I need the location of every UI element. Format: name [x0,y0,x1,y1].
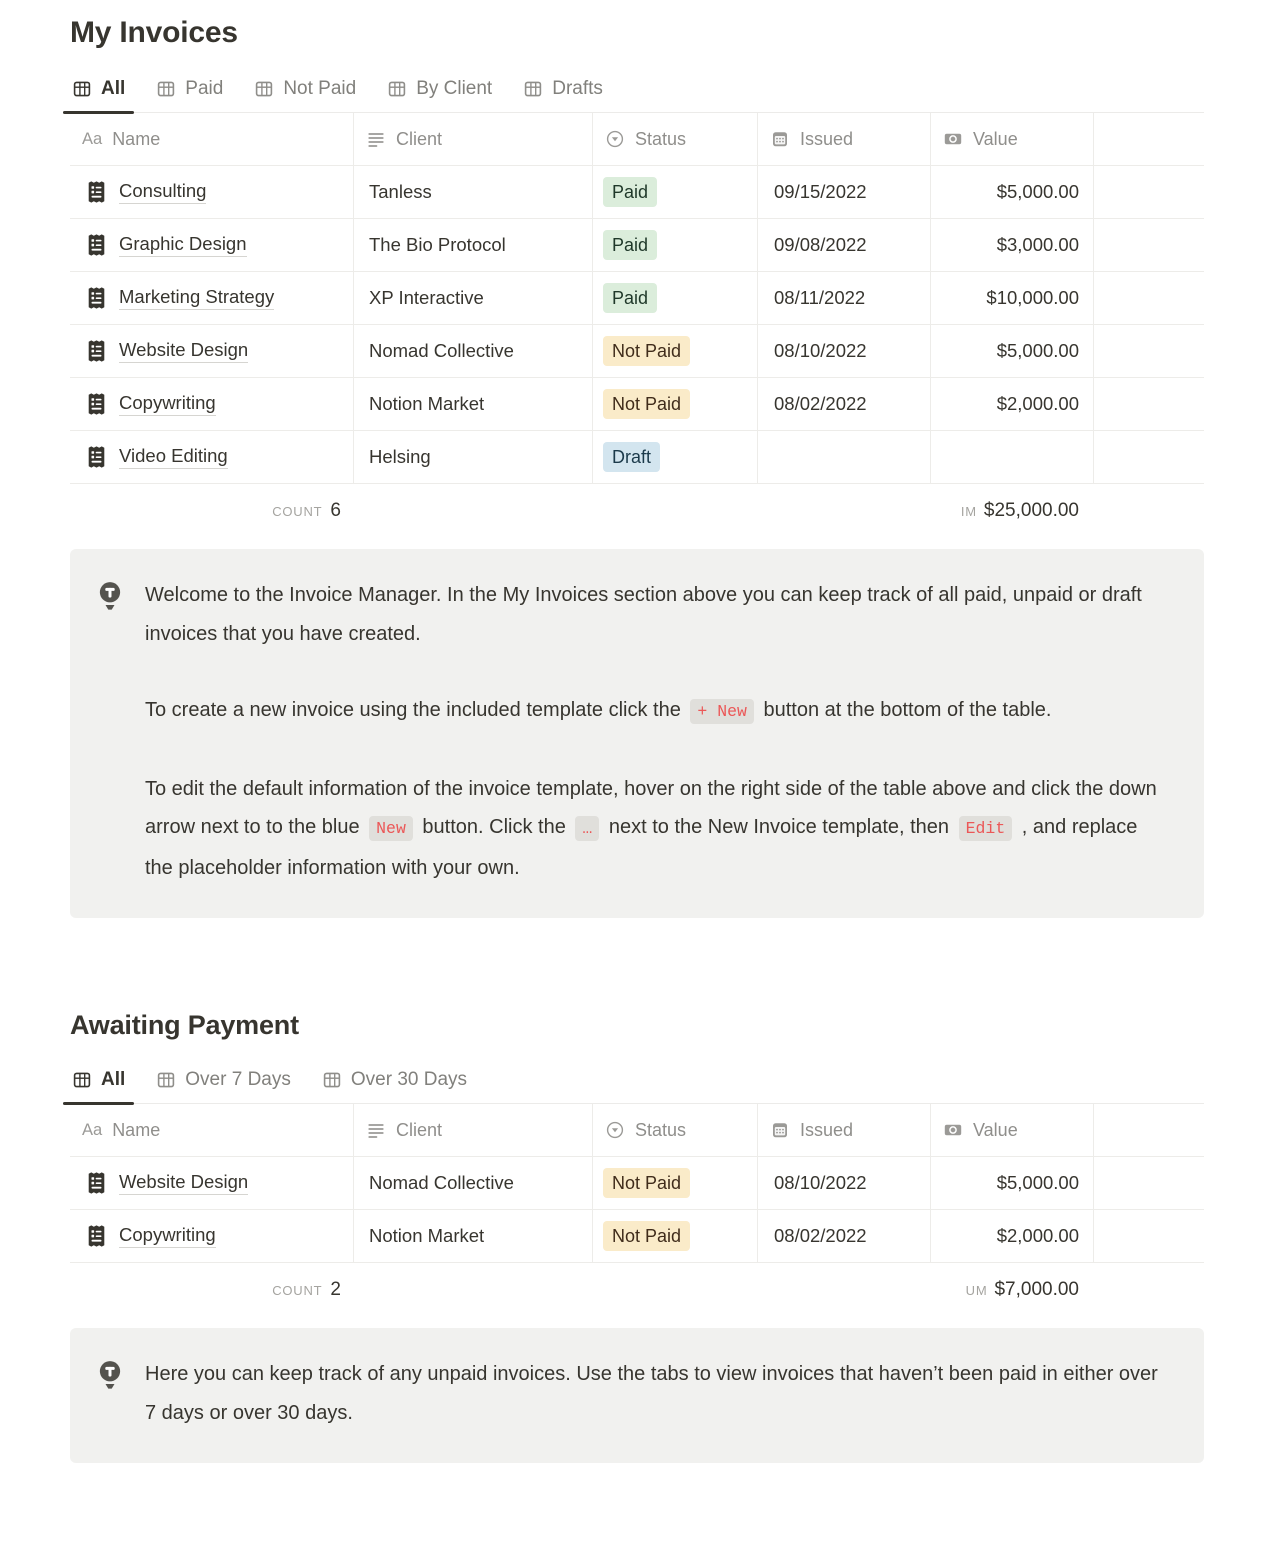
column-header-value[interactable] [930,113,1093,165]
column-label: Value [973,128,1018,149]
table-view-icon [387,79,407,99]
tab-by-client[interactable] [378,74,501,112]
count-summary[interactable] [70,500,353,522]
sum-label-partial: IM [960,503,977,519]
invoice-page-link[interactable]: Copywriting [119,1224,216,1248]
client-cell[interactable]: Notion Market [353,378,592,430]
lines-icon [366,129,386,149]
column-label: Name [112,1119,161,1140]
table-view-icon [72,79,92,99]
column-label: Status [635,1119,687,1140]
name-cell[interactable] [70,325,353,377]
empty-header-cell [1093,113,1204,165]
client-cell[interactable]: Helsing [353,431,592,483]
table-row [70,1210,1204,1263]
tab-label: Not Paid [283,78,357,99]
column-label: Client [396,1119,443,1140]
column-label: Value [973,1119,1018,1140]
column-header-client[interactable] [353,113,592,165]
status-cell[interactable] [592,325,757,377]
sum-summary[interactable] [930,1279,1093,1301]
name-cell[interactable] [70,1157,353,1209]
inline-code: + New [690,699,754,724]
column-label: Name [112,128,161,149]
status-badge: Not Paid [603,389,690,419]
table-row [70,272,1204,325]
issued-cell[interactable]: 08/11/2022 [757,272,930,324]
issued-cell[interactable]: 08/10/2022 [757,325,930,377]
value-cell[interactable]: $2,000.00 [930,1210,1093,1262]
section-title-my-invoices: My Invoices [70,16,238,49]
receipt-icon [87,181,106,203]
table-row [70,431,1204,484]
invoice-page-link[interactable]: Video Editing [119,445,228,469]
awaiting-payment-table [70,1104,1204,1316]
receipt-icon [87,340,106,362]
name-cell[interactable] [70,219,353,271]
callout-text [145,576,1166,887]
banknote-icon [943,129,963,149]
callout-paragraph: Here you can keep track of any unpaid invoices. Use the tabs to view invoices that haven’t been paid in either over 7 days or over 30 days. [145,1363,1158,1424]
table-view-icon [254,79,274,99]
client-cell[interactable]: Notion Market [353,1210,592,1262]
count-summary[interactable] [70,1279,353,1301]
receipt-icon [87,1172,106,1194]
tab-drafts[interactable] [514,74,612,112]
client-cell[interactable]: XP Interactive [353,272,592,324]
column-header-status[interactable] [592,1104,757,1156]
calendar-icon [770,129,790,149]
table-view-icon [156,1070,176,1090]
invoice-page-link[interactable]: Website Design [119,339,248,363]
view-tabs-my-invoices [70,74,1204,113]
select-icon [605,1120,625,1140]
sum-value: $7,000.00 [994,1278,1079,1300]
invoice-page-link[interactable]: Graphic Design [119,233,247,257]
section-title-awaiting-payment: Awaiting Payment [70,1010,299,1040]
column-header-status[interactable] [592,113,757,165]
issued-cell[interactable]: 09/08/2022 [757,219,930,271]
status-badge: Paid [603,177,657,207]
tab-label: Over 30 Days [350,1069,468,1090]
tab-label: Over 7 Days [185,1069,291,1090]
value-cell[interactable]: $5,000.00 [930,166,1093,218]
name-cell[interactable] [70,166,353,218]
table-footer [70,1263,1204,1316]
column-header-name[interactable] [70,1104,353,1156]
invoice-page-link[interactable]: Marketing Strategy [119,286,274,310]
issued-cell[interactable]: 09/15/2022 [757,166,930,218]
status-cell[interactable] [592,166,757,218]
empty-cell [1093,325,1204,377]
status-cell[interactable] [592,1157,757,1209]
status-badge: Paid [603,283,657,313]
column-label: Status [635,128,687,149]
tab-label: All [101,1069,126,1090]
invoice-page-link[interactable]: Website Design [119,1171,248,1195]
column-header-value[interactable] [930,1104,1093,1156]
inline-code: New [369,816,413,841]
tab-not-paid[interactable] [245,74,365,112]
status-cell[interactable] [592,431,757,483]
column-label: Client [396,128,443,149]
tab-all[interactable] [63,74,134,112]
table-row [70,325,1204,378]
client-cell[interactable]: Tanless [353,166,592,218]
status-badge: Not Paid [603,1168,690,1198]
tab-over-7-days[interactable] [147,1065,300,1103]
count-label: COUNT [272,503,323,519]
status-badge: Draft [603,442,660,472]
tab-label: Paid [185,78,224,99]
value-cell[interactable]: $5,000.00 [930,325,1093,377]
table-row [70,1157,1204,1210]
table-view-icon [523,79,543,99]
status-cell[interactable] [592,219,757,271]
invoice-page-link[interactable]: Consulting [119,180,206,204]
column-header-client[interactable] [353,1104,592,1156]
count-label: COUNT [272,1282,323,1298]
count-value: 6 [330,499,341,521]
value-cell[interactable]: $5,000.00 [930,1157,1093,1209]
table-view-icon [156,79,176,99]
empty-cell [1093,219,1204,271]
status-cell[interactable] [592,1210,757,1262]
receipt-icon [87,446,106,468]
value-cell[interactable]: $3,000.00 [930,219,1093,271]
status-cell[interactable] [592,378,757,430]
value-cell[interactable]: $2,000.00 [930,378,1093,430]
table-header-row [70,113,1204,166]
name-cell[interactable] [70,1210,353,1262]
callout-invoice-manager-help [70,549,1204,918]
status-badge: Not Paid [603,336,690,366]
status-badge: Paid [603,230,657,260]
issued-cell[interactable]: 08/02/2022 [757,378,930,430]
invoice-page-link[interactable]: Copywriting [119,392,216,416]
empty-cell [1093,166,1204,218]
empty-cell [1093,1210,1204,1262]
inline-code: … [575,816,599,841]
client-cell[interactable]: The Bio Protocol [353,219,592,271]
status-badge: Not Paid [603,1221,690,1251]
calendar-icon [770,1120,790,1140]
empty-cell [1093,378,1204,430]
empty-cell [1093,272,1204,324]
sum-label-partial: UM [965,1282,988,1298]
column-label: Issued [800,128,854,149]
table-view-icon [322,1070,342,1090]
value-cell[interactable] [930,431,1093,483]
empty-cell [1093,431,1204,483]
name-cell[interactable] [70,272,353,324]
client-cell[interactable]: Nomad Collective [353,325,592,377]
receipt-icon [87,1225,106,1247]
tab-label: All [101,78,126,99]
table-view-icon [72,1070,92,1090]
tab-over-30-days[interactable] [313,1065,476,1103]
banknote-icon [943,1120,963,1140]
value-cell[interactable]: $10,000.00 [930,272,1093,324]
count-value: 2 [330,1278,341,1300]
receipt-icon [87,234,106,256]
callout-awaiting-payment-help [70,1328,1204,1463]
receipt-icon [87,393,106,415]
callout-paragraph: Welcome to the Invoice Manager. In the My Invoices section above you can keep track of all paid, unpaid or draft invoices that you have created. [145,584,1142,645]
issued-cell[interactable]: 08/10/2022 [757,1157,930,1209]
sum-value: $25,000.00 [983,499,1079,521]
invoices-table [70,113,1204,537]
name-cell[interactable] [70,378,353,430]
view-tabs-awaiting-payment [70,1065,1204,1104]
inline-code: Edit [959,816,1013,841]
lightbulb-icon [97,1359,123,1391]
lines-icon [366,1120,386,1140]
table-footer [70,484,1204,537]
callout-paragraph: To edit the default information of the invoice template, hover on the right side of the table above and click the down arrow next to to the blue New button. Click the … next to the New Invoice template, then Edit , and replace the placeholder information with your own. [145,777,1157,879]
column-header-issued[interactable] [757,1104,930,1156]
issued-cell[interactable] [757,431,930,483]
column-header-name[interactable] [70,113,353,165]
table-row [70,166,1204,219]
column-header-issued[interactable] [757,113,930,165]
lightbulb-icon [97,580,123,612]
column-label: Issued [800,1119,854,1140]
empty-header-cell [1093,1104,1204,1156]
empty-cell [1093,1157,1204,1209]
callout-text [145,1355,1166,1432]
tab-label: By Client [416,78,493,99]
table-row [70,219,1204,272]
table-row [70,378,1204,431]
receipt-icon [87,287,106,309]
text-property-icon: Aa [82,1120,103,1139]
tab-paid[interactable] [147,74,232,112]
table-header-row [70,1104,1204,1157]
text-property-icon: Aa [82,129,103,148]
select-icon [605,129,625,149]
status-cell[interactable] [592,272,757,324]
sum-summary[interactable] [930,500,1093,522]
name-cell[interactable] [70,431,353,483]
issued-cell[interactable]: 08/02/2022 [757,1210,930,1262]
tab-all[interactable] [63,1065,134,1103]
tab-label: Drafts [552,78,603,99]
callout-paragraph: To create a new invoice using the included template click the + New button at the bottom of the table. [145,691,1166,732]
client-cell[interactable]: Nomad Collective [353,1157,592,1209]
